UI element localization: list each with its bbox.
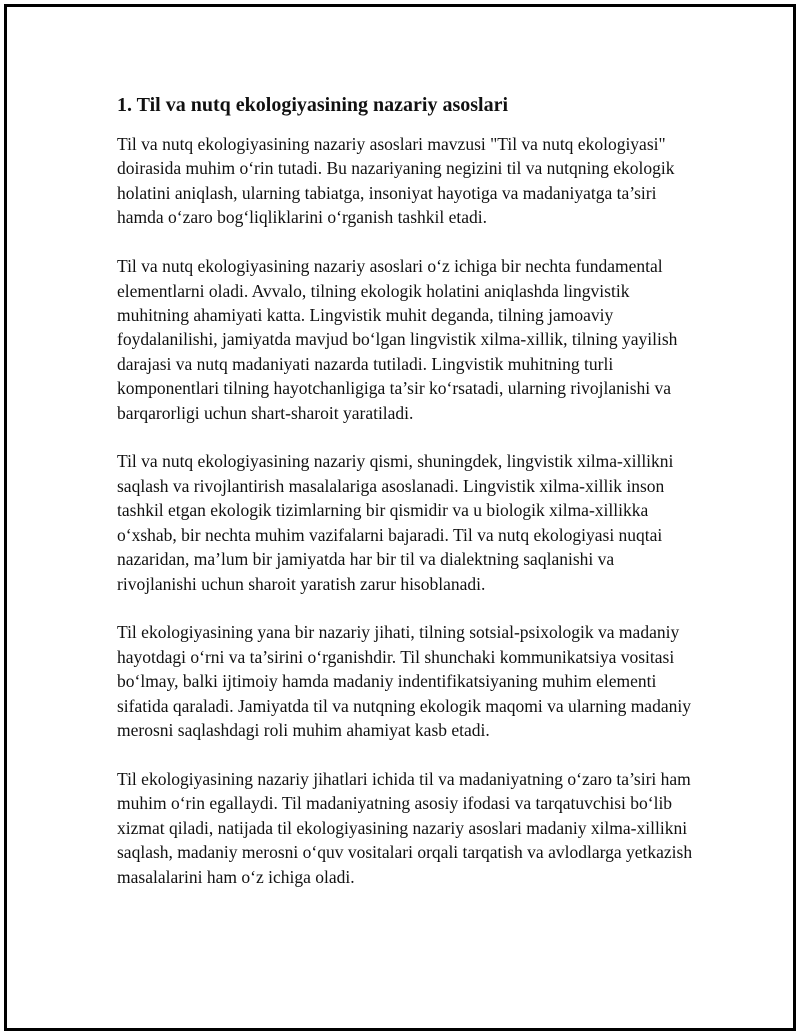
paragraph-1: Til va nutq ekologiyasining nazariy asoslari mavzusi "Til va nutq ekologiyasi" doirasida muhim o‘rin tutadi. Bu nazariyaning negizini til va nutqning ekologik holatini aniqlash, ularning tabiatga, insoniyat hayotiga va madaniyatga ta’siri hamda o‘zaro bog‘liqliklarini o‘rganish tashkil etadi. <box>117 134 675 228</box>
document-body <box>117 92 697 913</box>
section-heading: 1. Til va nutq ekologiyasining nazariy asoslari <box>117 94 509 116</box>
paragraph-4: Til ekologiyasining yana bir nazariy jihati, tilning sotsial-psixologik va madaniy hayotdagi o‘rni va ta’sirini o‘rganishdir. Til shunchaki kommunikatsiya vositasi bo‘lmay, balki ijtimoiy hamda madaniy indentifikatsiyaning muhim elementi sifatida qaraladi. Jamiyatda til va nutqning ekologik maqomi va ularning madaniy merosni saqlashdagi roli muhim ahamiyat kasb etadi. <box>117 622 691 741</box>
paragraph-2: Til va nutq ekologiyasining nazariy asoslari o‘z ichiga bir nechta fundamental elementlarni oladi. Avvalo, tilning ekologik holatini aniqlashda lingvistik muhitning ahamiyati katta. Lingvistik muhit deganda, tilning jamoaviy foydalanilishi, jamiyatda mavjud bo‘lgan lingvistik xilma-xillik, tilning yayilish darajasi va nutq madaniyati nazarda tutiladi. Lingvistik muhitning turli komponentlari tilning hayotchanligiga ta’sir ko‘rsatadi, ularning rivojlanishi va barqarorligi uchun shart-sharoit yaratiladi. <box>117 256 678 423</box>
paragraph-3: Til va nutq ekologiyasining nazariy qismi, shuningdek, lingvistik xilma-xillikni saqlash va rivojlantirish masalalariga asoslanadi. Lingvistik xilma-xillik inson tashkil etgan ekologik tizimlarning bir qismidir va u biologik xilma-xillikka o‘xshab, bir nechta muhim vazifalarni bajaradi. Til va nutq ekologiyasi nuqtai nazaridan, ma’lum bir jamiyatda har bir til va dialektning saqlanishi va rivojlanishi uchun sharoit yaratish zarur hisoblanadi. <box>117 451 674 594</box>
paragraph-5: Til ekologiyasining nazariy jihatlari ichida til va madaniyatning o‘zaro ta’siri ham muhim o‘rin egallaydi. Til madaniyatning asosiy ifodasi va tarqatuvchisi bo‘lib xizmat qiladi, natijada til ekologiyasining nazariy asoslari madaniy xilma-xillikni saqlash, madaniy merosni o‘quv vositalari orqali tarqatish va avlodlarga yetkazish masalalarini ham o‘z ichiga oladi. <box>117 768 693 887</box>
